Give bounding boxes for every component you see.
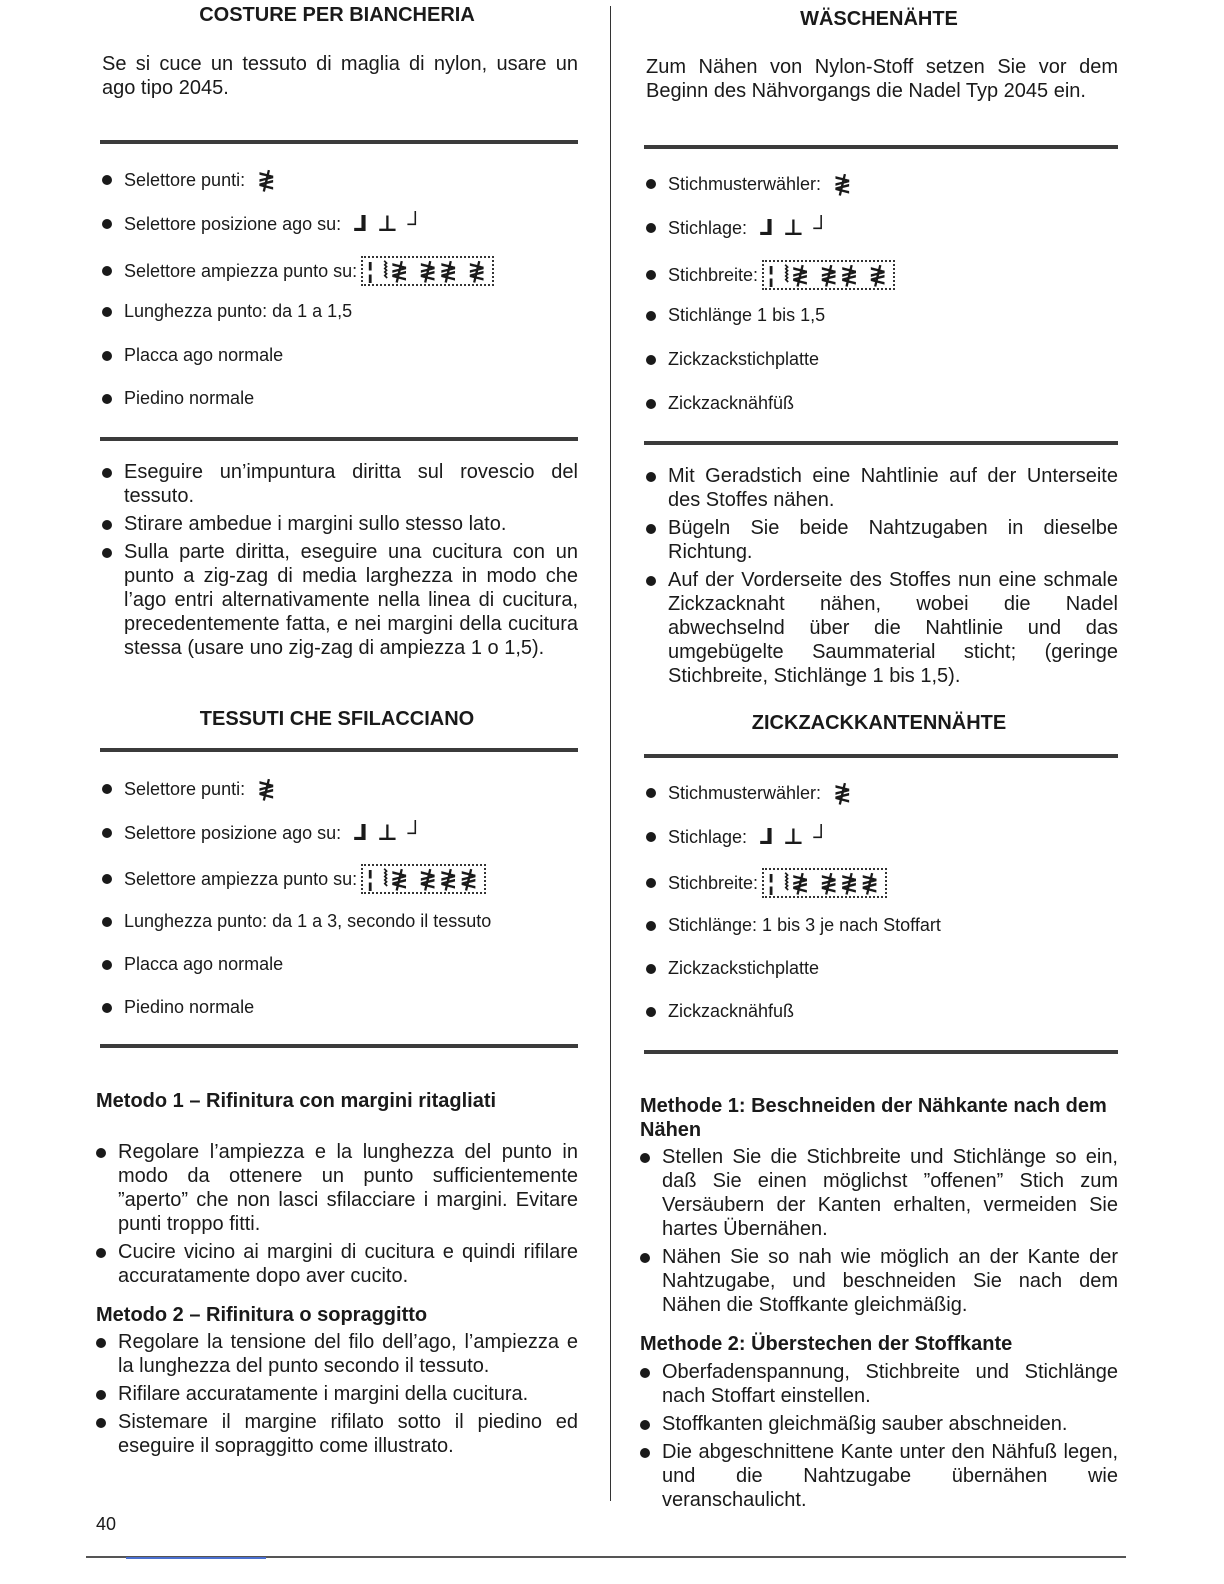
section-rule [100,1044,578,1048]
stitch-pattern-icon: ≹ [257,776,278,801]
list-item: Regolare l’ampiezza e la lunghezza del punto in modo da ottenere un punto sufficientemente ”aperto” che non lasci sfilacciare i margini. Evitare punti troppo fitti. [96,1140,578,1236]
section-title: WÄSCHENÄHTE [800,8,958,30]
list-item: Die abgeschnittene Kante unter den Nähfuß legen, und die Nahtzugabe übernähen wie veranschaulicht. [640,1440,1118,1512]
list-item: Eseguire un’impuntura diritta sul rovescio del tessuto. [102,460,578,508]
setting-row: Placca ago normale [102,954,283,975]
stitch-pattern-icon: ≹ [257,167,278,192]
setting-row: Selettore punti: ≹ [102,776,278,802]
method-heading: Metodo 1 – Rifinitura con margini ritagliati [96,1090,497,1112]
section-rule [644,145,1118,149]
section-title: TESSUTI CHE SFILACCIANO [199,708,475,730]
method-heading: Methode 2: Überstechen der Stoffkante [640,1333,1013,1355]
needle-position-icon: ⅃ ⊥ ┘ [353,820,426,845]
list-item: Stellen Sie die Stichbreite und Stichlänge so ein, daß Sie einen möglichst ”offenen” Stich zum Versäubern der Kanten erhalten, vermeiden Sie hartes Übernähen. [640,1145,1118,1241]
instruction-list [102,460,578,664]
list-item: Rifilare accuratamente i margini della cucitura. [96,1382,578,1406]
list-item: Mit Geradstich eine Nahtlinie auf der Unterseite des Stoffes nähen. [646,464,1118,512]
list-item: Bügeln Sie beide Nahtzugaben in dieselbe Richtung. [646,516,1118,564]
bottom-accent-line [126,1557,266,1559]
list-item: Stirare ambedue i margini sullo stesso lato. [102,512,578,536]
setting-row: Selettore ampiezza punto su: ¦ ⦚≹ ≹≹≹ [102,864,490,894]
section-rule [644,441,1118,445]
setting-row: Stichmusterwähler: ≹ [646,171,854,197]
section-rule [644,1050,1118,1054]
section-rule [644,754,1118,758]
needle-position-icon: ⅃ ⊥ ┘ [353,211,426,236]
needle-position-icon: ⅃ ⊥ ┘ [759,824,832,849]
list-item: Nähen Sie so nah wie möglich an der Kante der Nahtzugabe, und beschneiden Sie nach dem Nähen die Stoffkante gleichmäßig. [640,1245,1118,1317]
intro-text: Zum Nähen von Nylon-Stoff setzen Sie vor dem Beginn des Nähvorgangs die Nadel Typ 2045 ein. [646,56,1118,102]
setting-row: Stichmusterwähler: ≹ [646,780,854,806]
list-item: Regolare la tensione del filo dell’ago, l’ampiezza e la lunghezza del punto secondo il tessuto. [96,1330,578,1378]
setting-row: Zickzackstichplatte [646,958,819,979]
section-rule [100,437,578,441]
setting-row: Selettore punti: ≹ [102,167,278,193]
setting-row: Zickzacknähfüß [646,393,794,414]
setting-row: Selettore posizione ago su: ⅃ ⊥ ┘ [102,820,425,846]
setting-row: Zickzacknähfuß [646,1001,794,1022]
setting-row: Selettore ampiezza punto su: ¦ ⦚≹ ≹≹ ≹ [102,256,498,286]
section-title: ZICKZACKKANTENNÄHTE [751,712,1007,734]
setting-row: Stichlage: ⅃ ⊥ ┘ [646,824,831,850]
instruction-list [96,1140,578,1292]
setting-row: Lunghezza punto: da 1 a 3, secondo il tessuto [102,911,491,932]
page-number: 40 [96,1514,117,1534]
setting-row: Stichbreite: ¦ ⦚≹ ≹≹≹ [646,868,891,898]
list-item: Sistemare il margine rifilato sotto il piedino ed eseguire il sopraggitto come illustrato. [96,1410,578,1458]
section-rule [100,140,578,144]
section-rule [100,748,578,752]
list-item: Cucire vicino ai margini di cucitura e quindi rifilare accuratamente dopo aver cucito. [96,1240,578,1288]
intro-text: Se si cuce un tessuto di maglia di nylon, usare un ago tipo 2045. [102,53,578,99]
stitch-width-icon: ¦ ⦚≹ ≹≹ ≹ [361,256,494,286]
setting-row: Stichlänge 1 bis 1,5 [646,305,825,326]
setting-row: Zickzackstichplatte [646,349,819,370]
stitch-width-icon: ¦ ⦚≹ ≹≹ ≹ [762,260,895,290]
setting-row: Piedino normale [102,997,254,1018]
needle-position-icon: ⅃ ⊥ ┘ [759,215,832,240]
stitch-pattern-icon: ≹ [833,780,854,805]
instruction-list [640,1360,1118,1516]
setting-row: Lunghezza punto: da 1 a 1,5 [102,301,352,322]
stitch-width-icon: ¦ ⦚≹ ≹≹≹ [361,864,486,894]
setting-row: Piedino normale [102,388,254,409]
instruction-list [646,464,1118,692]
stitch-width-icon: ¦ ⦚≹ ≹≹≹ [762,868,887,898]
setting-row: Stichbreite: ¦ ⦚≹ ≹≹ ≹ [646,260,899,290]
method-heading: Metodo 2 – Rifinitura o sopraggitto [96,1304,428,1326]
instruction-list [96,1330,578,1462]
list-item: Auf der Vorderseite des Stoffes nun eine schmale Zickzacknaht nähen, wobei die Nadel abwechselnd über die Nahtlinie und das umgebügelte Saummaterial sticht; (geringe Stichbreite, Stichlänge 1 bis 1,5). [646,568,1118,688]
list-item: Sulla parte diritta, eseguire una cucitura con un punto a zig-zag di media larghezza in modo che l’ago entri alternativamente nella linea di cucitura, precedentemente fatta, e nei margini della cucitura stessa (usare uno zig-zag di ampiezza 1 o 1,5). [102,540,578,660]
setting-row: Selettore posizione ago su: ⅃ ⊥ ┘ [102,211,425,237]
list-item: Oberfadenspannung, Stichbreite und Stichlänge nach Stoffart einstellen. [640,1360,1118,1408]
stitch-pattern-icon: ≹ [833,171,854,196]
instruction-list [640,1145,1118,1321]
setting-row: Stichlänge: 1 bis 3 je nach Stoffart [646,915,941,936]
method-heading: Methode 1: Beschneiden der Nähkante nach dem Nähen [640,1095,1107,1141]
column-divider [610,6,611,1501]
setting-row: Placca ago normale [102,345,283,366]
setting-row: Stichlage: ⅃ ⊥ ┘ [646,215,831,241]
list-item: Stoffkanten gleichmäßig sauber abschneiden. [640,1412,1118,1436]
section-title: COSTURE PER BIANCHERIA [199,4,475,26]
